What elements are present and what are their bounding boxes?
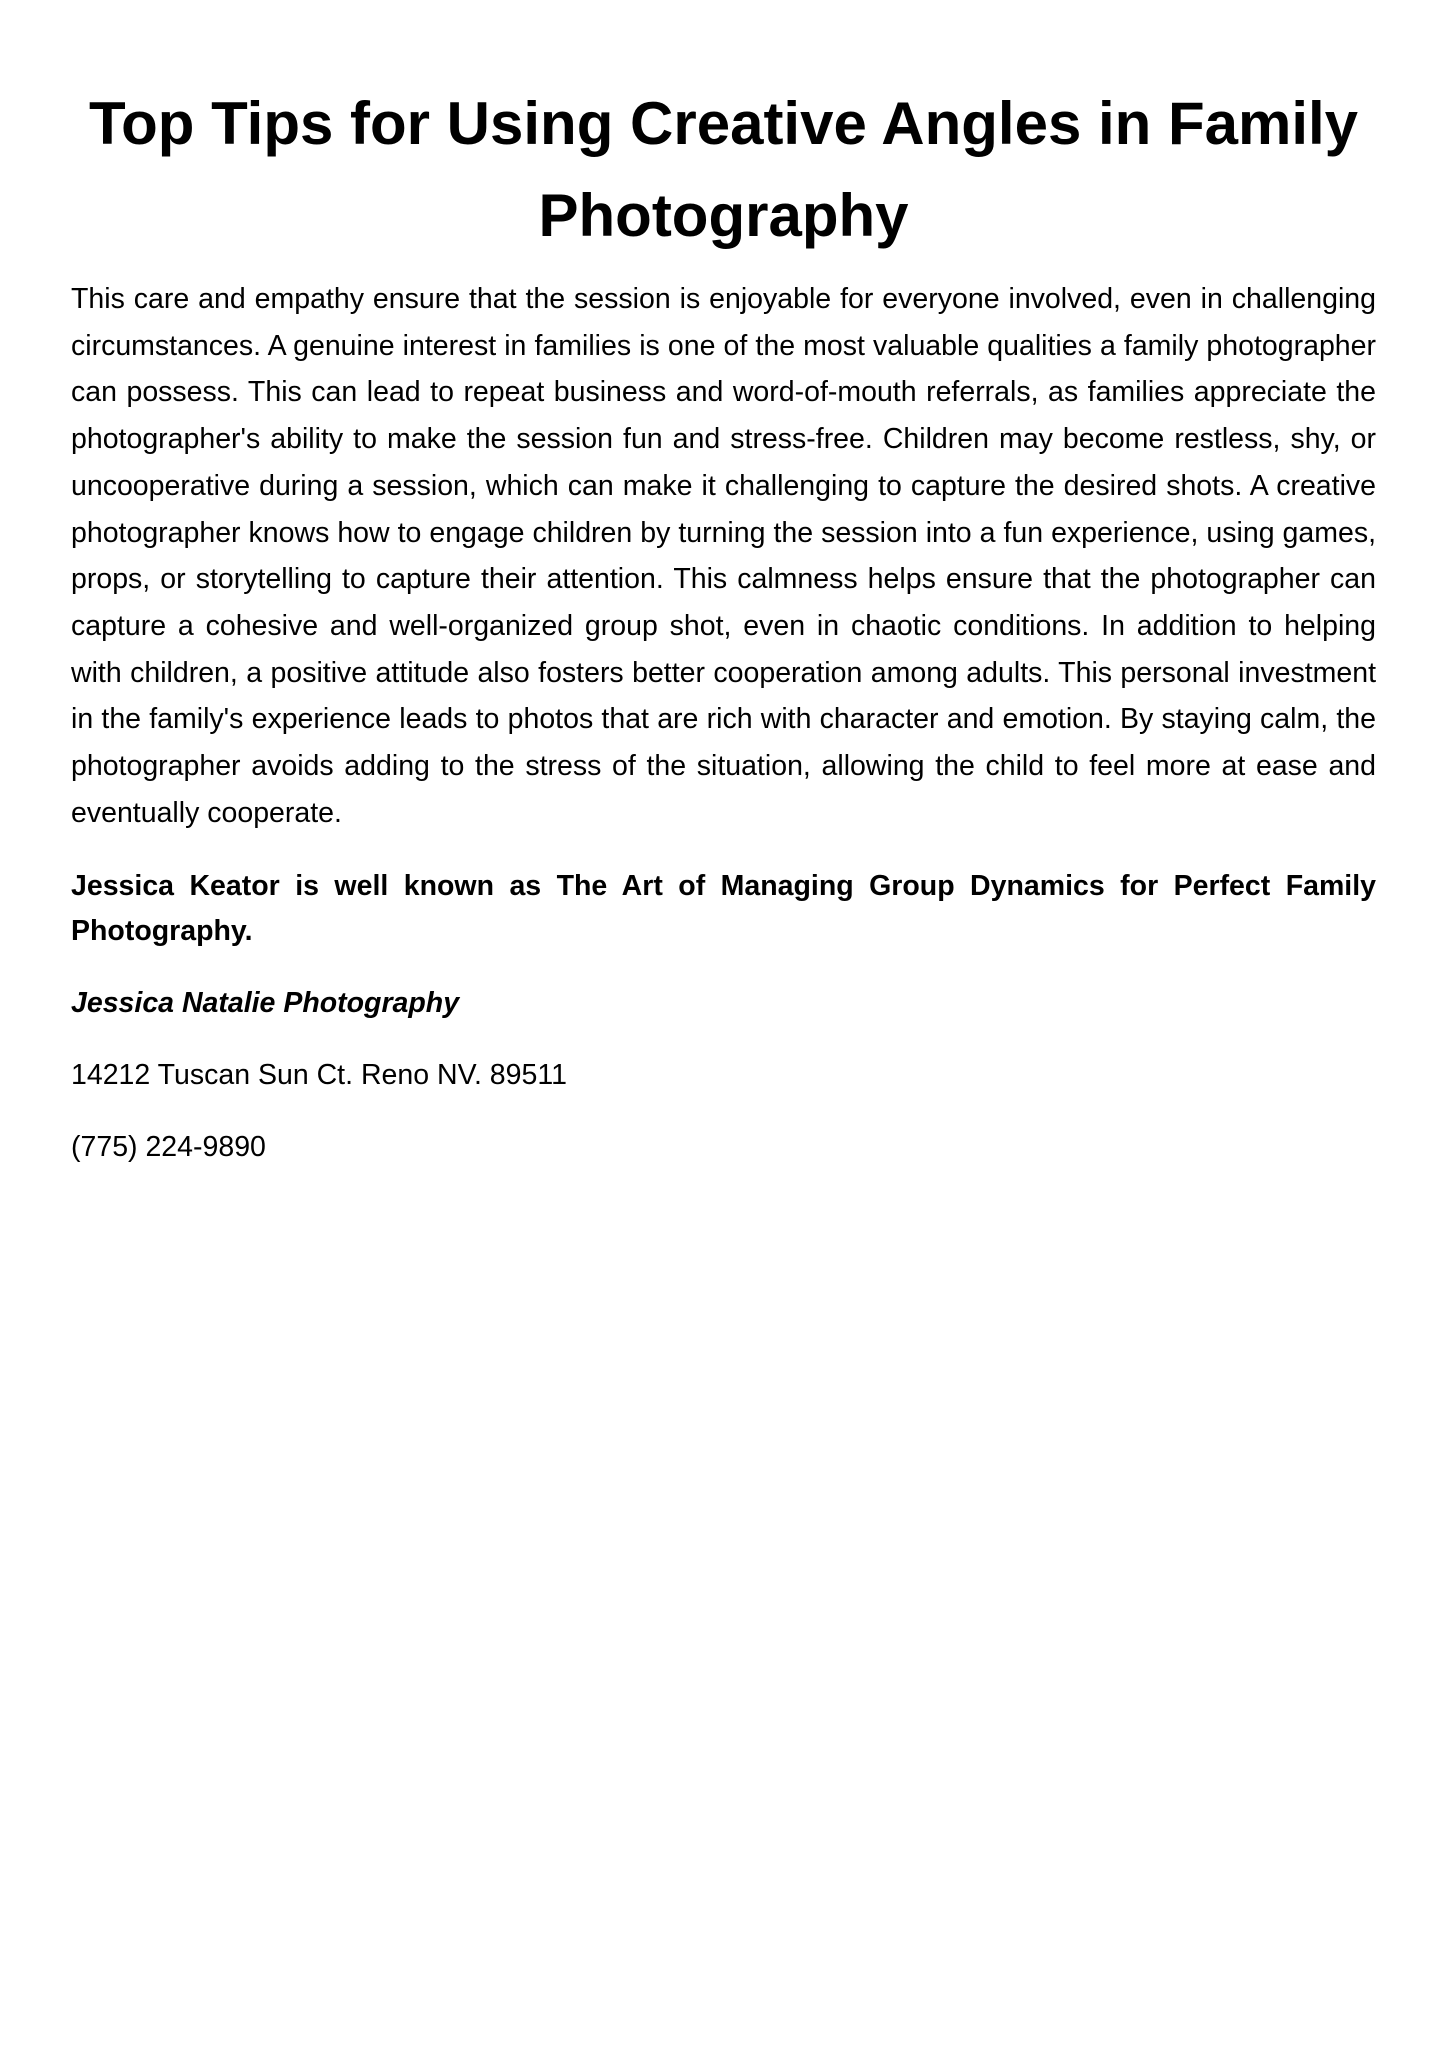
body-paragraph: This care and empathy ensure that the session is enjoyable for everyone involved, even in challenging circumstances. A genuine interest in families is one of the most valuable qualities a family photographer can possess. This can lead to repeat business and word-of-mouth referrals, as families appreciate the photographer's ability to make the session fun and stress-free. Children may become restless, shy, or uncooperative during a session, which can make it challenging to capture the desired shots. A creative photographer knows how to engage children by turning the session into a fun experience, using games, props, or storytelling to capture their attention. This calmness helps ensure that the photographer can capture a cohesive and well-organized group shot, even in chaotic conditions. In addition to helping with children, a positive attitude also fosters better cooperation among adults. This personal investment in the family's experience leads to photos that are rich with character and emotion. By staying calm, the photographer avoids adding to the stress of the situation, allowing the child to feel more at ease and eventually cooperate.: [71, 283, 1376, 829]
business-address: 14212 Tuscan Sun Ct. Reno NV. 89511: [71, 1059, 567, 1092]
business-phone: (775) 224-9890: [71, 1131, 266, 1164]
author-tagline: Jessica Keator is well known as The Art of Managing Group Dynamics for Perfect Family Photography.: [71, 870, 1376, 948]
business-name: Jessica Natalie Photography: [71, 987, 460, 1020]
page-title: Top Tips for Using Creative Angles in Family Photography: [88, 90, 1359, 249]
document-page: [71, 0, 1376, 1170]
